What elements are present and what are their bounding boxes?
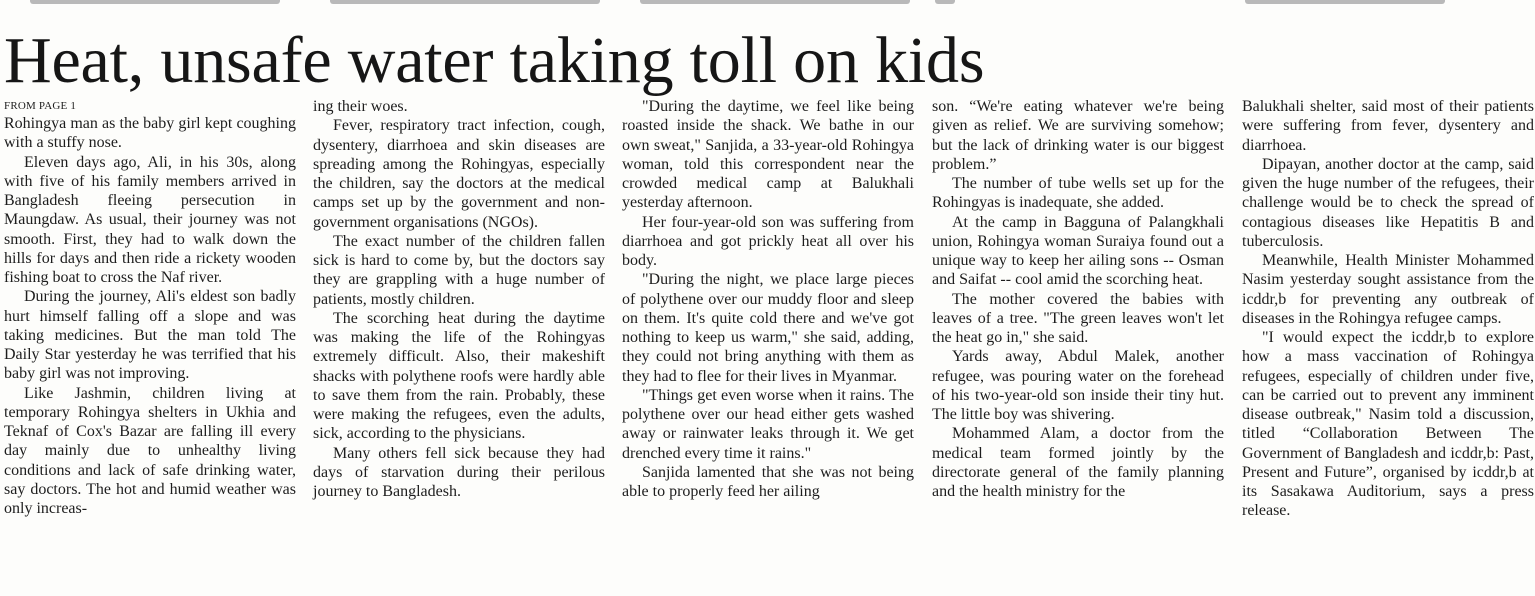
paragraph: The scorching heat during the daytime was making the life of the Rohingyas extremely difficult. Also, their makeshift shacks with polythene roofs were hardly able to save them from the rain. Probably, these were making the refugees, even the adults, sick, according to the physicians. xyxy=(313,309,605,443)
paragraph: Meanwhile, Health Minister Mohammed Nasim yesterday sought assistance from the icddr,b for preventing any outbreak of diseases in the Rohingya refugee camps. xyxy=(1242,252,1534,327)
paragraph: son. “We're eating whatever we're being given as relief. We are surviving somehow; but the lack of drinking water is our biggest problem.” xyxy=(932,98,1224,173)
jump-kicker: FROM PAGE 1 xyxy=(4,100,77,112)
paragraph: At the camp in Bagguna of Palangkhali union, Rohingya woman Suraiya found out a unique way to keep her ailing sons -- Osman and Saifat -- cool amid the scorching heat. xyxy=(932,213,1224,289)
paragraph: Eleven days ago, Ali, in his 30s, along with five of his family members arrived in Bangladesh fleeing persecution in Maungdaw. As usual, their journey was not smooth. First, they had to walk down the hills for days and then ride a rickety wooden fishing boat to cross the Naf river. xyxy=(4,153,296,286)
article-column-4 xyxy=(932,97,1224,501)
paragraph: Balukhali shelter, said most of their patients were suffering from fever, dysentery and diarrhoea. xyxy=(1242,98,1534,154)
article-column-5 xyxy=(1242,97,1534,521)
paragraph: Rohingya man as the baby girl kept coughing with a stuffy nose. xyxy=(4,115,296,152)
paragraph: The mother covered the babies with leaves of a tree. "The green leaves won't let the heat go in," she said. xyxy=(932,290,1224,346)
paragraph: "Things get even worse when it rains. The polythene over our head either gets washed away or rainwater leaks through it. We get drenched every time it rains." xyxy=(622,386,914,462)
paragraph: "During the night, we place large pieces of polythene over our muddy floor and sleep on them. It's quite cold there and we've got nothing to keep us warm," she said, adding, they could not bring anything with them as they had to flee for their lives in Myanmar. xyxy=(622,271,914,385)
article-headline: Heat, unsafe water taking toll on kids xyxy=(4,24,985,97)
paragraph: Her four-year-old son was suffering from diarrhoea and got prickly heat all over his body. xyxy=(622,213,914,269)
paragraph: The exact number of the children fallen sick is hard to come by, but the doctors say they are grappling with a huge number of patients, mostly children. xyxy=(313,232,605,308)
paragraph: Sanjida lamented that she was not being able to properly feed her ailing xyxy=(622,463,914,500)
paragraph: "I would expect the icddr,b to explore how a mass vaccination of Rohingya refugees, especially of children under five, can be carried out to prevent any imminent disease outbreak," Nasim told a discussion, titled “Collaboration Between The Government of Bangladesh and icddr,b: Past, Present and Future”, organised by icddr,b at its Sasakawa Auditorium, says a press release. xyxy=(1242,329,1534,520)
paragraph: Fever, respiratory tract infection, cough, dysentery, diarrhoea and skin diseases are spreading among the Rohingyas, especially the children, say the doctors at the medical camps set up by the government and non-government organisations (NGOs). xyxy=(313,117,605,231)
paragraph: Mohammed Alam, a doctor from the medical team formed jointly by the directorate general of the family planning and the health ministry for the xyxy=(932,425,1224,500)
article-column-2 xyxy=(313,97,605,501)
paragraph: Yards away, Abdul Malek, another refugee, was pouring water on the forehead of his two-year-old son inside their tiny hut. The little boy was shivering. xyxy=(932,348,1224,423)
paragraph: ing their woes. xyxy=(313,98,408,115)
paragraph: During the journey, Ali's eldest son badly hurt himself falling off a slope and was taking medicines. But the man told The Daily Star yesterday he was terrified that his baby girl was not improving. xyxy=(4,288,296,383)
paragraph: Dipayan, another doctor at the camp, said given the huge number of the refugees, their challenge would be to check the spread of contagious diseases like Hepatitis B and tuberculosis. xyxy=(1242,155,1534,250)
paragraph: Like Jashmin, children living at temporary Rohingya shelters in Ukhia and Teknaf of Cox's Bazar are falling ill every day mainly due to unhealthy living conditions and lack of safe drinking water, say doctors. The hot and humid weather was only increas- xyxy=(4,384,296,517)
paragraph: The number of tube wells set up for the Rohingyas is inadequate, she added. xyxy=(932,175,1224,212)
article-column-3 xyxy=(622,97,914,501)
previous-article-text-fragment xyxy=(0,0,1535,6)
paragraph: Many others fell sick because they had days of starvation during their perilous journey to Bangladesh. xyxy=(313,444,605,500)
paragraph: "During the daytime, we feel like being roasted inside the shack. We bathe in our own sweat," Sanjida, a 33-year-old Rohingya woman, told this correspondent near the crowded medical camp at Balukhali yesterday afternoon. xyxy=(622,98,914,212)
article-column-1 xyxy=(4,97,296,518)
